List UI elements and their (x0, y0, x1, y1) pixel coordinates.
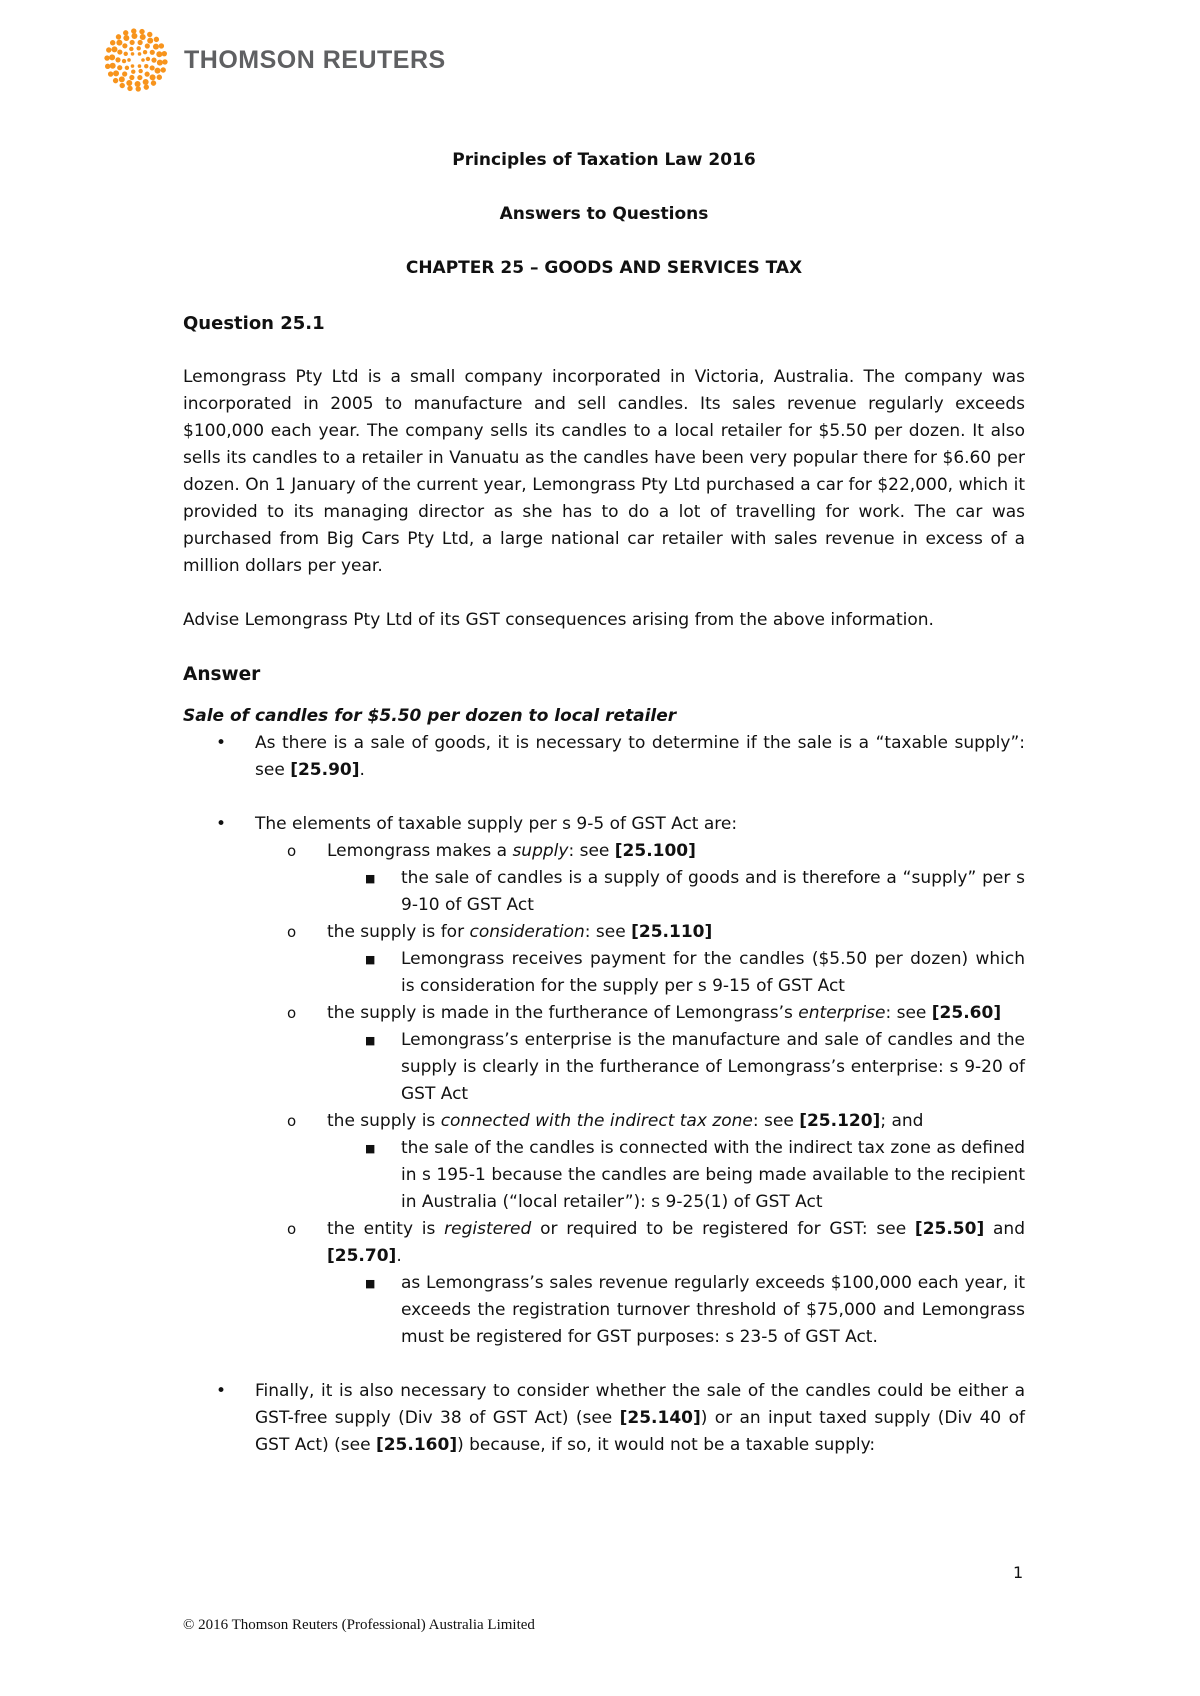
square-bullet-icon: ■ (365, 1034, 376, 1047)
logo-text: THOMSON REUTERS (184, 45, 446, 74)
answer-label: Answer (183, 664, 261, 685)
reference-link[interactable]: [25.90] (290, 760, 360, 780)
square-bullet-icon: ■ (365, 953, 376, 966)
reference-link[interactable]: [25.100] (614, 841, 696, 861)
square-bullet-icon: ■ (365, 1277, 376, 1290)
circle-bullet-icon: o (287, 1220, 297, 1238)
square-bullet-icon: ■ (365, 1142, 376, 1155)
list-item: • As there is a sale of goods, it is necessary to determine if the sale is a “taxable supply”: see [25.90]. (183, 730, 1025, 784)
list-item: o the supply is for consideration: see [25.110] ■ Lemongrass receives payment for the candles ($5.50 per dozen) which is consideration for the supply per s 9-15 of GST Act (183, 919, 1025, 1000)
page-number: 1 (1013, 1563, 1024, 1582)
list-item: o the entity is registered or required to be registered for GST: see [25.50] and [25.70]. ■ as Lemongrass’s sales revenue regularly exceeds $100,000 each year, it exceeds the registration turnover threshold of $75,000 and Lemongrass must be registered for GST purposes: s 23-5 of GST Act. (183, 1216, 1025, 1351)
reference-link[interactable]: [25.60] (931, 1003, 1002, 1023)
question-paragraph: Lemongrass Pty Ltd is a small company incorporated in Victoria, Australia. The company was incorporated in 2005 to manufacture and sell candles. Its sales revenue regularly exceeds $100,000 each year. The company sells its candles to a local retailer for $5.50 per dozen. It also sells its candles to a retailer in Vanuatu as the candles have been very popular there for $6.60 per dozen. On 1 January of the current year, Lemongrass Pty Ltd purchased a car for $22,000, which it provided to its managing director as she has to do a lot of travelling for work. The car was purchased from Big Cars Pty Ltd, a large national car retailer with sales revenue in excess of a million dollars per year. (183, 367, 1025, 576)
document-body (183, 147, 1025, 1459)
list-item: ■ Lemongrass receives payment for the candles ($5.50 per dozen) which is consideration for the supply per s 9-15 of GST Act (183, 946, 1025, 1000)
answer-subheading: Sale of candles for $5.50 per dozen to local retailer (183, 706, 677, 726)
bullet-icon: • (216, 733, 227, 753)
list-item: o Lemongrass makes a supply: see [25.100] ■ the sale of candles is a supply of goods and is therefore a “supply” per s 9-10 of GST Act (183, 838, 1025, 919)
reference-link[interactable]: [25.110] (631, 922, 713, 942)
reference-link[interactable]: [25.70] (327, 1246, 397, 1266)
copyright-footer: © 2016 Thomson Reuters (Professional) Australia Limited (183, 1617, 535, 1633)
reference-link[interactable]: [25.160] (375, 1435, 458, 1455)
list-item: • Finally, it is also necessary to consider whether the sale of the candles could be either a GST-free supply (Div 38 of GST Act) (see [25.140]) or an input taxed supply (Div 40 of GST Act) (see [25.160]) because, if so, it would not be a taxable supply: (183, 1378, 1025, 1459)
circle-bullet-icon: o (287, 842, 297, 860)
circle-bullet-icon: o (287, 923, 297, 941)
list-item: ■ Lemongrass’s enterprise is the manufacture and sale of candles and the supply is clearly in the furtherance of Lemongrass’s enterprise: s 9-20 of GST Act (183, 1027, 1025, 1108)
reference-link[interactable]: [25.50] (914, 1219, 985, 1239)
element-list (255, 838, 1025, 1351)
list-item: o the supply is made in the furtherance of Lemongrass’s enterprise: see [25.60] ■ Lemongrass’s enterprise is the manufacture and sale of candles and the supply is clearly in the furtherance of Lemongrass’s enterprise: s 9-20 of GST Act (183, 1000, 1025, 1108)
list-item: ■ as Lemongrass’s sales revenue regularly exceeds $100,000 each year, it exceeds the registration turnover threshold of $75,000 and Lemongrass must be registered for GST purposes: s 23-5 of GST Act. (183, 1270, 1025, 1351)
chapter-heading: CHAPTER 25 – GOODS AND SERVICES TAX (405, 258, 803, 278)
bullet-icon: • (216, 814, 227, 834)
reference-link[interactable]: [25.120] (799, 1111, 881, 1131)
circle-bullet-icon: o (287, 1004, 297, 1022)
list-item: o the supply is connected with the indirect tax zone: see [25.120]; and ■ the sale of the candles is connected with the indirect tax zone as defined in s 195-1 because the candles are being made available to the recipient in Australia (“local retailer”): s 9-25(1) of GST Act (183, 1108, 1025, 1216)
document-subtitle: Answers to Questions (499, 204, 709, 224)
logo (104, 28, 446, 92)
thomson-reuters-logo-icon (104, 28, 168, 92)
circle-bullet-icon: o (287, 1112, 297, 1130)
list-item: ■ the sale of the candles is connected with the indirect tax zone as defined in s 195-1 because the candles are being made available to the recipient in Australia (“local retailer”): s 9-25(1) of GST Act (183, 1135, 1025, 1216)
question-label: Question 25.1 (183, 313, 325, 334)
question-instruction: Advise Lemongrass Pty Ltd of its GST consequences arising from the above information. (183, 610, 934, 630)
square-bullet-icon: ■ (365, 872, 376, 885)
bullet-icon: • (216, 1381, 227, 1401)
list-item: ■ the sale of candles is a supply of goods and is therefore a “supply” per s 9-10 of GST Act (183, 865, 1025, 919)
document-title: Principles of Taxation Law 2016 (452, 150, 756, 170)
reference-link[interactable]: [25.140] (619, 1408, 701, 1428)
list-item: • The elements of taxable supply per s 9-5 of GST Act are: o Lemongrass makes a supply: see [25.100] ■ the sale of candles is a supply of goods and is therefore a “supply” per s 9-10 of GST Act o the supply is for consideration: see [25.110] ■ Lemongrass receives payment for the candles ($5.50 per dozen) which is consideration for the supply per s 9-15 of GST Act o the supply is made in the furtherance of Lemongrass’s enterprise: see [25.60] ■ Lemongrass’s enterprise is the manufacture and sale of candles and the supply is clearly in the furtherance of Lemongrass’s enterprise: s 9-20 of GST Act o the supply is connected with the indirect tax zone: see [25.120]; and ■ the sale of the candles is connected with the indirect tax zone as defined in s 195-1 because the candles are being made available to the recipient in Australia (“local retailer”): s 9-25(1) of GST Act o the entity is registered or required to be registered for GST: see [25.50] and [25.70]. ■ as Lemongrass’s sales revenue regularly exceeds $100,000 each year, it exceeds the registration turnover threshold of $75,000 and Lemongrass must be registered for GST purposes: s 23-5 of GST Act. (183, 811, 1025, 1351)
answer-list (183, 730, 1025, 1459)
